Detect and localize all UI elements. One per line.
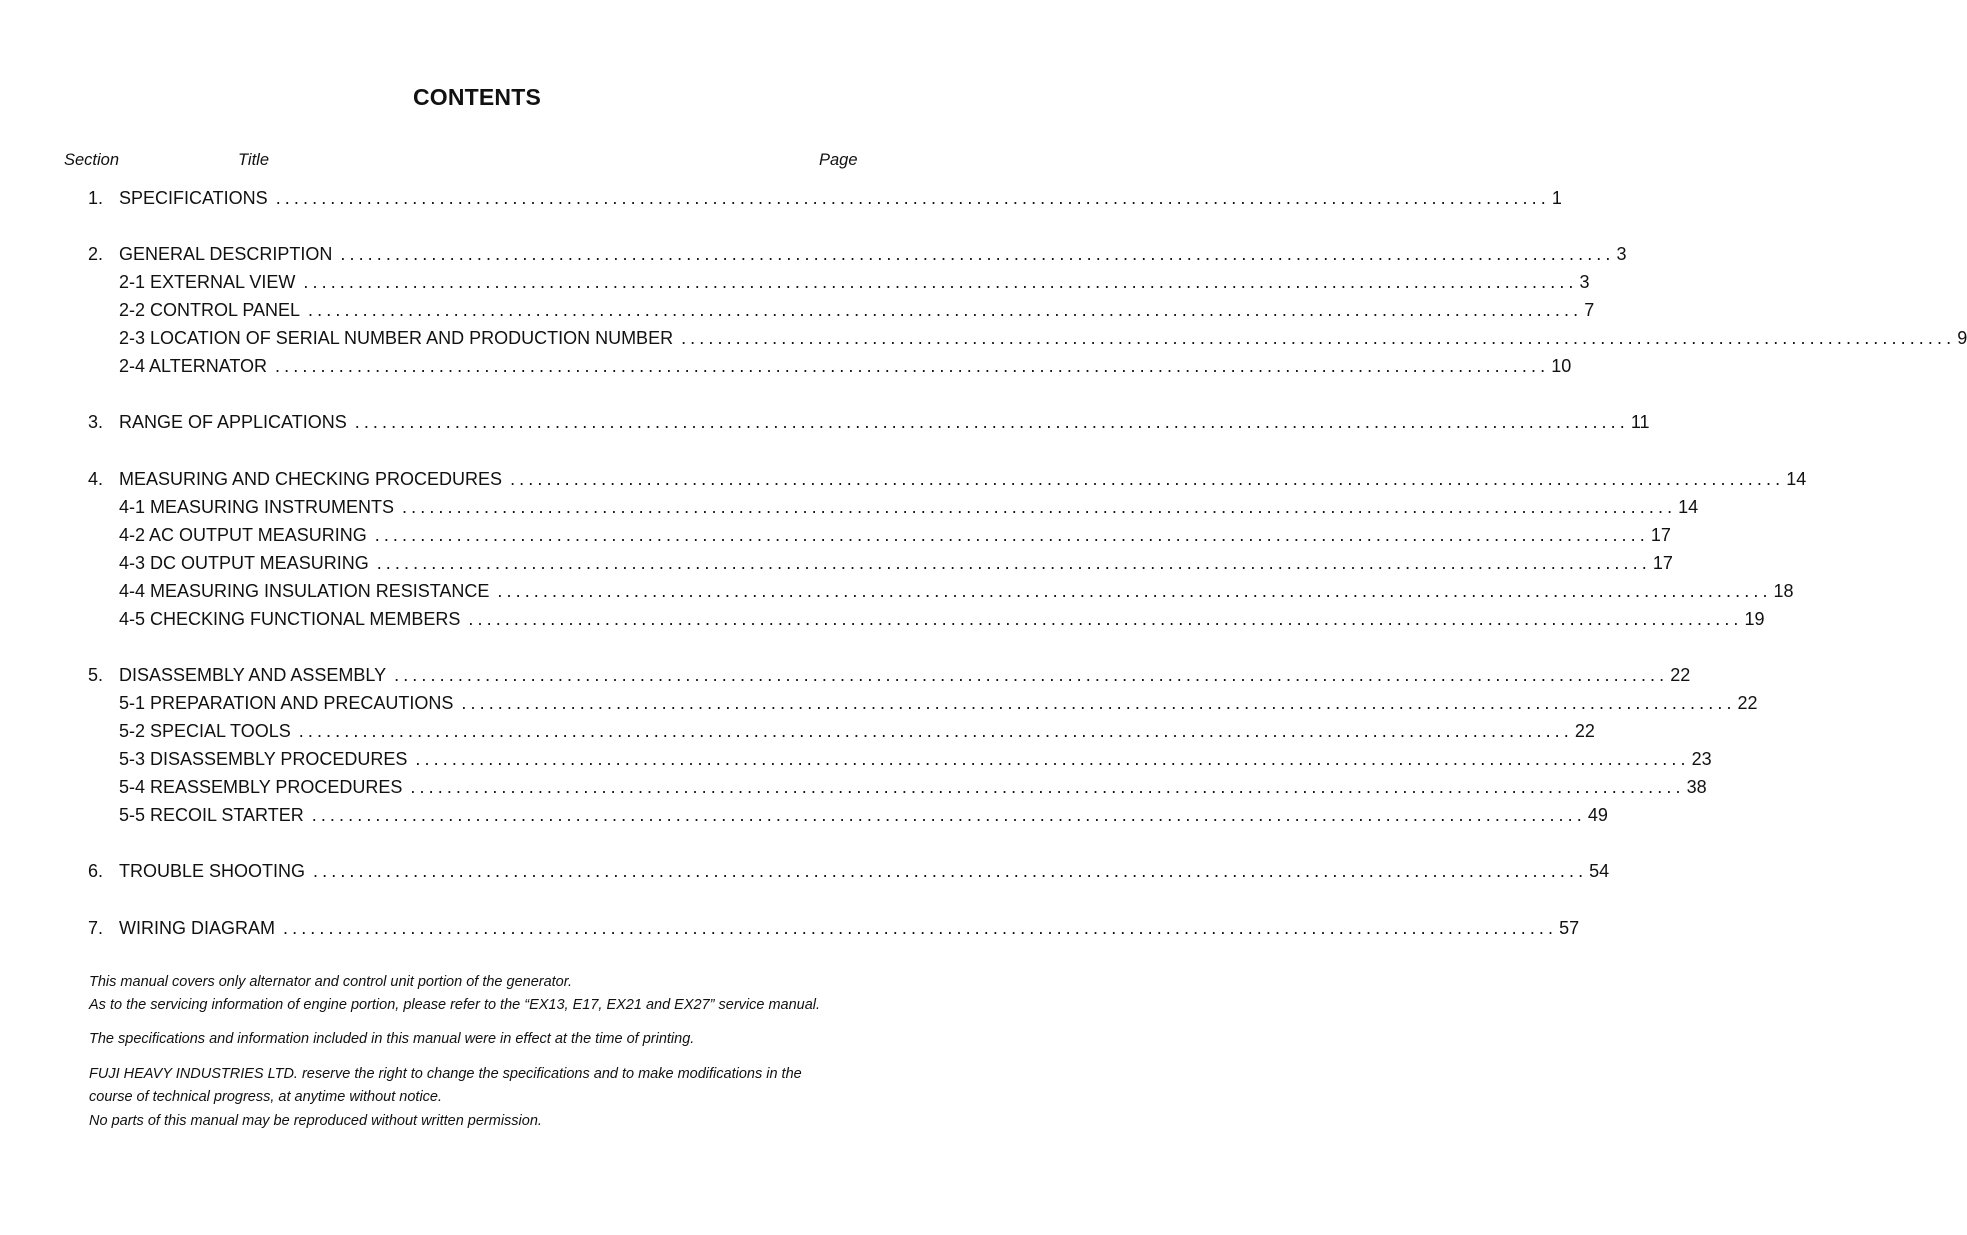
toc-entry (88, 299, 1595, 321)
toc-title: 5-4 REASSEMBLY PROCEDURES (119, 777, 403, 797)
toc-entry (88, 187, 1562, 209)
dot-leader: ............................................................................................................................................ (415, 749, 1690, 769)
toc-page-number: 17 (1650, 525, 1671, 545)
dot-leader: ............................................................................................................................................ (303, 272, 1578, 292)
toc-section-number: 5. (88, 665, 104, 685)
toc-title: 5-5 RECOIL STARTER (119, 805, 304, 825)
toc-title: GENERAL DESCRIPTION (119, 244, 333, 264)
toc-page-number: 57 (1559, 918, 1580, 938)
toc-entry (88, 468, 1807, 490)
dot-leader: ............................................................................................................................................ (681, 328, 1956, 348)
toc-entry (88, 692, 1758, 714)
toc-entry (88, 917, 1580, 939)
toc-page-number: 38 (1686, 777, 1707, 797)
dot-leader: ............................................................................................................................................ (311, 805, 1586, 825)
note-engine-reference: As to the servicing information of engine portion, please refer to the “EX13, E17, EX21 and EX27” service manual. (89, 997, 821, 1013)
note-scope: This manual covers only alternator and control unit portion of the generator. (89, 974, 573, 990)
toc-title: 2-4 ALTERNATOR (119, 356, 268, 376)
dot-leader: ............................................................................................................................................ (374, 525, 1649, 545)
note-specifications: The specifications and information included in this manual were in effect at the time of printing. (89, 1031, 695, 1047)
note-reproduction: No parts of this manual may be reproduced without written permission. (89, 1113, 542, 1129)
toc-page-number: 3 (1616, 244, 1627, 264)
toc-section-number: 2. (88, 244, 104, 264)
toc-entry (88, 804, 1608, 826)
toc-page-number: 22 (1670, 665, 1691, 685)
toc-page-number: 19 (1744, 609, 1765, 629)
toc-page-number: 10 (1551, 356, 1572, 376)
toc-entry (88, 860, 1610, 882)
dot-leader: ............................................................................................................................................ (313, 861, 1588, 881)
toc-page-number: 9 (1957, 328, 1967, 348)
dot-leader: ............................................................................................................................................ (308, 300, 1583, 320)
toc-page-number: 54 (1589, 861, 1610, 881)
dot-leader: ............................................................................................................................................ (283, 918, 1558, 938)
toc-title: 4-4 MEASURING INSULATION RESISTANCE (119, 581, 490, 601)
toc-entry (88, 580, 1794, 602)
dot-leader: ............................................................................................................................................ (376, 553, 1651, 573)
toc-entry (88, 524, 1671, 546)
toc-page-number: 7 (1584, 300, 1595, 320)
toc-page-number: 18 (1773, 581, 1794, 601)
toc-title: 5-3 DISASSEMBLY PROCEDURES (119, 749, 408, 769)
dot-leader: ............................................................................................................................................ (402, 497, 1677, 517)
toc-section-number: 1. (88, 188, 104, 208)
toc-entry (88, 243, 1627, 265)
toc-page-number: 49 (1587, 805, 1608, 825)
toc-entry (88, 552, 1673, 574)
dot-leader: ............................................................................................................................................ (468, 609, 1743, 629)
toc-section-number: 3. (88, 412, 104, 432)
column-header-page: Page (819, 151, 858, 169)
toc-title: DISASSEMBLY AND ASSEMBLY (119, 665, 387, 685)
toc-title: 4-2 AC OUTPUT MEASURING (119, 525, 367, 545)
toc-title: 5-2 SPECIAL TOOLS (119, 721, 291, 741)
note-rights-1: FUJI HEAVY INDUSTRIES LTD. reserve the right to change the specifications and to make modifications in the (89, 1066, 802, 1082)
toc-entry (88, 411, 1650, 433)
toc-section-number: 4. (88, 469, 104, 489)
dot-leader: ............................................................................................................................................ (510, 469, 1785, 489)
dot-leader: ............................................................................................................................................ (298, 721, 1573, 741)
toc-page-number: 11 (1630, 412, 1650, 432)
dot-leader: ............................................................................................................................................ (410, 777, 1685, 797)
dot-leader: ............................................................................................................................................ (354, 412, 1629, 432)
toc-entry (88, 720, 1595, 742)
dot-leader: ............................................................................................................................................ (461, 693, 1736, 713)
toc-page-number: 17 (1652, 553, 1673, 573)
note-rights-2: course of technical progress, at anytime without notice. (89, 1089, 443, 1105)
toc-entry (88, 608, 1765, 630)
toc-entry (88, 776, 1707, 798)
toc-entry (88, 664, 1691, 686)
toc-title: 2-3 LOCATION OF SERIAL NUMBER AND PRODUCTION NUMBER (119, 328, 674, 348)
toc-page-number: 1 (1551, 188, 1562, 208)
toc-page-number: 23 (1691, 749, 1712, 769)
toc-entry (88, 748, 1712, 770)
dot-leader: ............................................................................................................................................ (497, 581, 1772, 601)
column-header-title: Title (238, 151, 270, 169)
toc-section-number: 7. (88, 918, 104, 938)
toc-entry (88, 271, 1590, 293)
toc-title: RANGE OF APPLICATIONS (119, 412, 347, 432)
toc-title: 2-2 CONTROL PANEL (119, 300, 301, 320)
dot-leader: ............................................................................................................................................ (275, 188, 1550, 208)
dot-leader: ............................................................................................................................................ (275, 356, 1550, 376)
toc-title: 2-1 EXTERNAL VIEW (119, 272, 296, 292)
toc-page-number: 14 (1786, 469, 1807, 489)
toc-title: SPECIFICATIONS (119, 188, 268, 208)
toc-page-number: 22 (1574, 721, 1595, 741)
page-title: CONTENTS (412, 84, 542, 110)
dot-leader: ............................................................................................................................................ (394, 665, 1669, 685)
toc-entry (88, 496, 1699, 518)
toc-page-number: 22 (1737, 693, 1758, 713)
toc-title: MEASURING AND CHECKING PROCEDURES (119, 469, 503, 489)
dot-leader: ............................................................................................................................................ (340, 244, 1615, 264)
toc-title: TROUBLE SHOOTING (119, 861, 306, 881)
toc-entry (88, 355, 1572, 377)
toc-title: 4-3 DC OUTPUT MEASURING (119, 553, 369, 573)
toc-page-number: 3 (1579, 272, 1590, 292)
toc-title: 4-5 CHECKING FUNCTIONAL MEMBERS (119, 609, 461, 629)
toc-title: 4-1 MEASURING INSTRUMENTS (119, 497, 395, 517)
toc-page-number: 14 (1678, 497, 1699, 517)
toc-title: 5-1 PREPARATION AND PRECAUTIONS (119, 693, 454, 713)
column-header-section: Section (64, 151, 120, 169)
toc-entry (88, 327, 1967, 349)
toc-title: WIRING DIAGRAM (119, 918, 275, 938)
toc-section-number: 6. (88, 861, 104, 881)
